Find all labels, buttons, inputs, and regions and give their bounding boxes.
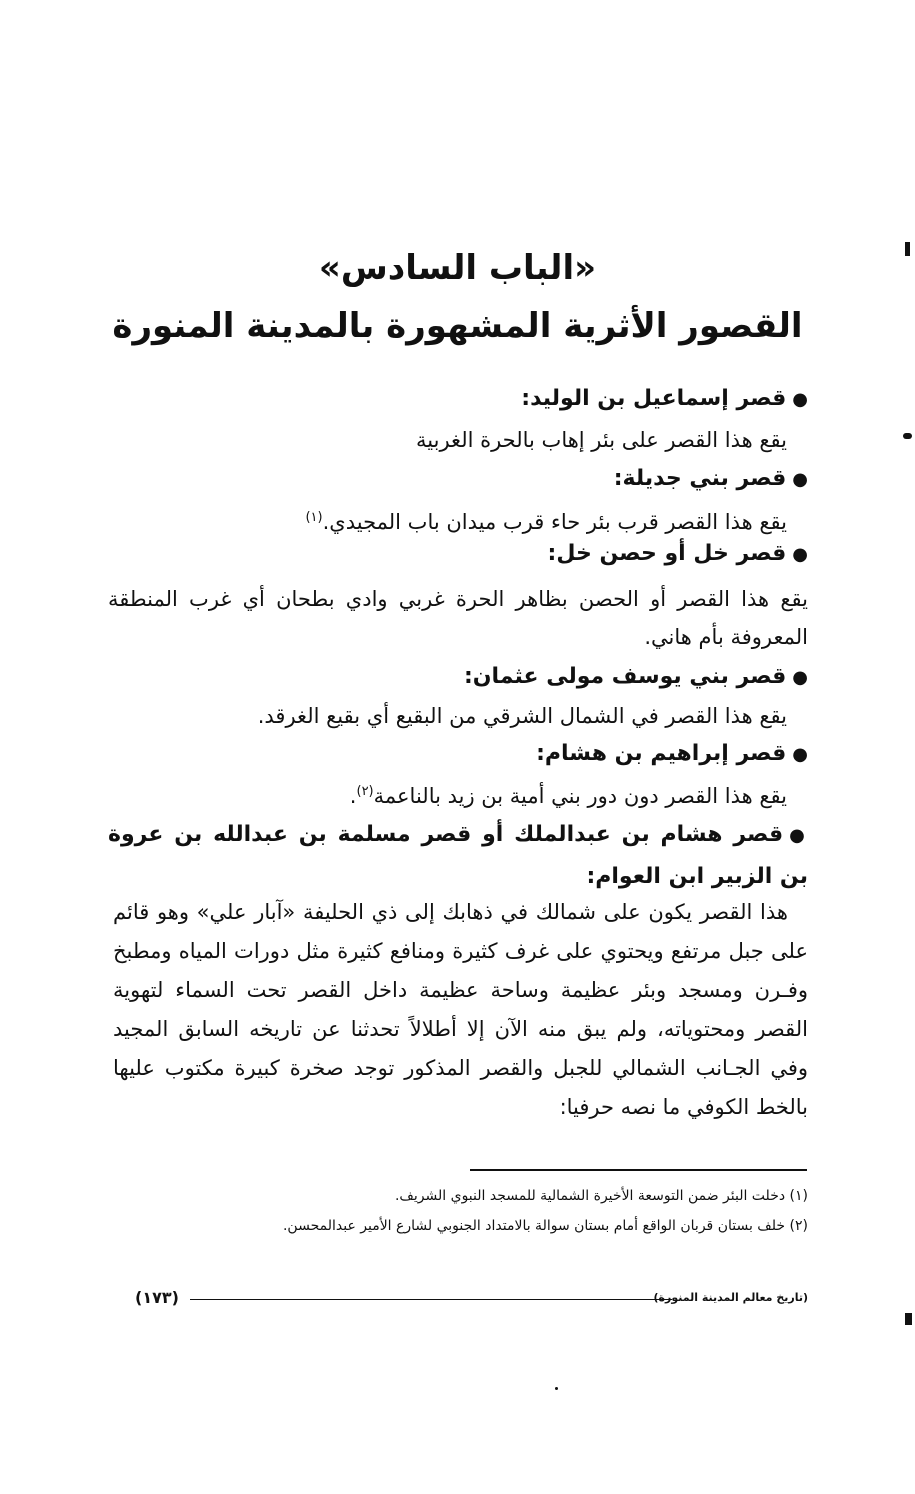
bullet-icon: ●	[792, 667, 808, 688]
section-text-body: يقع هذا القصر قرب بئر حاء قرب ميدان باب المجيدي.	[322, 510, 787, 534]
bullet-icon: ●	[792, 469, 808, 490]
page-number: (١٧٣)	[135, 1288, 179, 1307]
section-heading	[548, 538, 808, 570]
section-text: يقع هذا القصر أو الحصن بظاهر الحرة غربي وادي بطحان أي غرب المنطقة المعروفة بأم هاني.	[108, 587, 808, 649]
section-heading	[614, 463, 808, 495]
footnote-2: (٢) خلف بستان قربان الواقع أمام بستان سوالة بالامتداد الجنوبي لشارع الأمير عبدالمحسن.	[282, 1218, 808, 1234]
section-title: قصر إسماعيل بن الوليد:	[521, 386, 787, 411]
section-text-tail: .	[349, 784, 357, 808]
footnote-1: (١) دخلت البئر ضمن التوسعة الأخيرة الشمالية للمسجد النبوي الشريف.	[394, 1188, 808, 1204]
scan-mark	[903, 433, 912, 439]
bullet-icon: ●	[792, 544, 808, 565]
scan-mark	[905, 1313, 912, 1325]
section-text	[350, 777, 787, 811]
section-title: قصر بني يوسف مولى عثمان:	[463, 664, 787, 689]
bullet-icon: ●	[792, 389, 808, 410]
footnote-ref: (١)	[305, 510, 323, 525]
bullet-icon: ●	[792, 744, 808, 765]
scan-mark	[555, 1387, 558, 1390]
book-title: (تاريخ معالم المدينة المنورة)	[653, 1291, 808, 1304]
section-title: قصر خل أو حصن خل:	[547, 541, 787, 566]
scan-mark	[905, 242, 910, 256]
section-text: هذا القصر يكون على شمالك في ذهابك إلى ذي الحليفة «آبار علي» وهو قائم على جبل مرتفع ويحتوي على غرف كثيرة ومنافع كثيرة مثل دورات المياه ومطبخ وفـرن ومسجد وبئر عظيمة وساحة عظيمة داخل القصر تحت السماء لتهوية القصر ومحتوياته، ولم يبق منه الآن إلا أطلالاً تحدثنا عن تاريخه السابق المجيد وفي الجـانب الشمالي للجبل والقصر المذكور توجد صخرة كبيرة مكتوب عليها بالخط الكوفي ما نصه حرفيا:	[113, 900, 808, 1119]
section-text: يقع هذا القصر على بئر إهاب بالحرة الغربية	[416, 428, 787, 452]
section-title: قصر هشام بن عبدالملك أو قصر مسلمة بن عبدالله بن عروة بن الزبير ابن العوام:	[108, 822, 808, 889]
section-title: قصر بني جديلة:	[613, 466, 787, 491]
footnote-divider	[470, 1169, 807, 1171]
section-heading	[536, 738, 808, 770]
section-text	[305, 503, 787, 537]
section-heading	[521, 383, 808, 415]
chapter-title: «الباب السادس»	[318, 248, 597, 288]
section-heading	[108, 814, 808, 897]
footer-divider	[190, 1299, 672, 1300]
section-title: قصر إبراهيم بن هشام:	[536, 741, 787, 766]
section-heading	[464, 661, 808, 693]
section-text-body: يقع هذا القصر دون دور بني أمية بن زيد بالناعمة	[373, 784, 787, 808]
chapter-subtitle: القصور الأثرية المشهورة بالمدينة المنورة	[112, 306, 803, 346]
section-text: يقع هذا القصر في الشمال الشرقي من البقيع أي بقيع الغرقد.	[257, 704, 787, 728]
bullet-icon: ●	[789, 825, 808, 846]
footnote-ref: (٢)	[356, 784, 374, 799]
